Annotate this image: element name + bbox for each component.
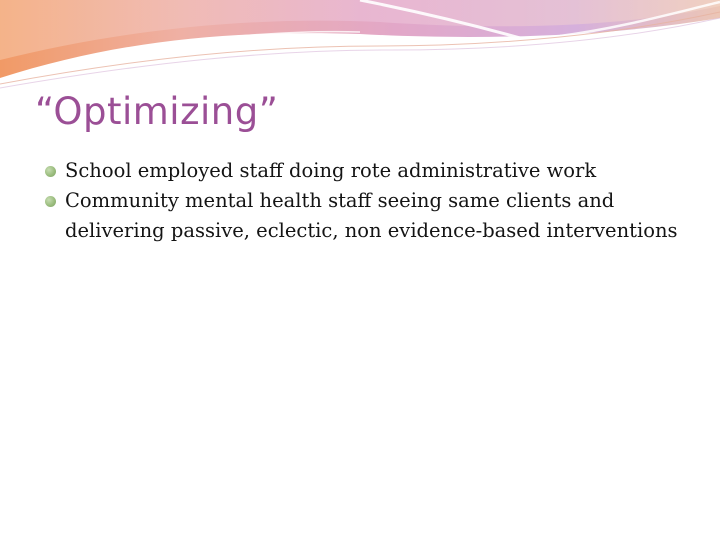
decorative-header-band xyxy=(0,0,720,90)
bullet-text: Community mental health staff seeing same clients and delivering passive, eclectic, non evidence-based interventions xyxy=(65,189,678,242)
bullet-item xyxy=(45,186,685,246)
bullet-dot-icon xyxy=(45,166,56,177)
bullet-list xyxy=(45,156,685,246)
bullet-text: School employed staff doing rote administrative work xyxy=(65,159,597,182)
bullet-dot-icon xyxy=(45,196,56,207)
slide-title: “Optimizing” xyxy=(35,90,279,133)
bullet-item xyxy=(45,156,685,186)
